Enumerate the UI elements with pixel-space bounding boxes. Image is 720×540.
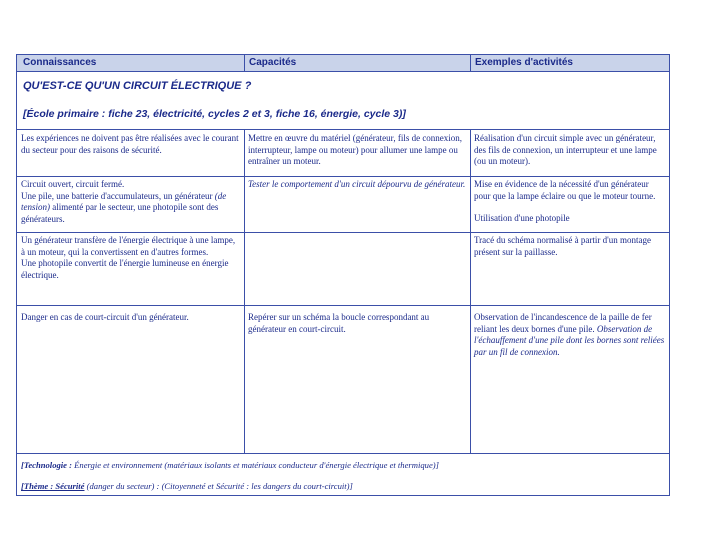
row1-capacity-text-a: Mettre en œuvre du matériel (générateur, fils de connexion, interrupteur, lampe ou moteur) bbox=[248, 133, 463, 155]
row2-knowledge-text-b3: alimenté par le secteur, une photopile sont des générateurs. bbox=[21, 202, 219, 224]
row1-activity-text: Réalisation d'un circuit simple avec un générateur, des fils de connexion, un interrupteur et une lampe (ou un moteur). bbox=[474, 133, 657, 166]
row1-knowledge-text: Les expériences ne doivent pas être réalisées avec le courant du secteur pour des raisons de sécurité. bbox=[21, 133, 239, 155]
column-divider-2 bbox=[470, 130, 471, 454]
row3-knowledge-text-b: Une photopile convertit de l'énergie lumineuse en énergie électrique. bbox=[21, 258, 229, 280]
title-band bbox=[17, 72, 669, 130]
row2-knowledge bbox=[21, 179, 239, 225]
row4-activity-text-b: Observation de l'échauffement d'une pile dont les bornes sont reliées par un fil de connexion. bbox=[474, 323, 665, 357]
theme-text: (danger du secteur) : (Citoyenneté et Sécurité : les dangers du court-circuit)] bbox=[84, 481, 353, 491]
technology-label: [Technologie : bbox=[21, 460, 72, 470]
technology-note bbox=[21, 460, 439, 470]
row-divider-3 bbox=[17, 305, 669, 306]
header-capacities: Capacités bbox=[249, 57, 297, 68]
row4-knowledge bbox=[21, 312, 239, 324]
header-divider-2 bbox=[470, 55, 471, 72]
row1-capacity-text-b: pour allumer une lampe ou entraîner un moteur. bbox=[248, 144, 458, 166]
row2-knowledge-text-b1: Une pile, une batterie d'accumulateurs, un générateur bbox=[21, 190, 215, 201]
header-divider-1 bbox=[244, 55, 245, 72]
row1-knowledge bbox=[21, 133, 239, 156]
row3-activity bbox=[474, 235, 666, 258]
page-title: QU'EST-CE QU'UN CIRCUIT ÉLECTRIQUE ? bbox=[23, 80, 252, 92]
row4-activity bbox=[474, 312, 666, 358]
row2-capacity-text: Tester le comportement d'un circuit dépourvu de générateur. bbox=[248, 179, 466, 189]
row3-knowledge-text-a: Un générateur transfère de l'énergie électrique à une lampe, à un moteur, qui la convertissent en d'autres formes. bbox=[21, 235, 236, 257]
row2-activity-text-b: Utilisation d'une photopile bbox=[474, 213, 570, 223]
row4-activity-text-a: Observation de l'incandescence de la paille de fer reliant les deux bornes d'une pile. bbox=[474, 312, 652, 334]
column-divider-1 bbox=[244, 130, 245, 454]
row-divider-4 bbox=[17, 453, 669, 454]
row4-capacity bbox=[248, 312, 466, 335]
row-divider-1 bbox=[17, 176, 669, 177]
row3-knowledge bbox=[21, 235, 239, 281]
row2-knowledge-text-a: Circuit ouvert, circuit fermé. bbox=[21, 179, 125, 189]
table-header bbox=[17, 55, 669, 72]
theme-note bbox=[21, 481, 353, 491]
row-divider-2 bbox=[17, 232, 669, 233]
page-subtitle: [École primaire : fiche 23, électricité, cycles 2 et 3, fiche 16, énergie, cycle 3)] bbox=[23, 108, 406, 120]
header-knowledge: Connaissances bbox=[23, 57, 97, 68]
theme-label: [Thème : Sécurité bbox=[21, 481, 85, 491]
row2-activity-text-a: Mise en évidence de la nécessité d'un générateur pour que la lampe éclaire ou que le moteur tourne. bbox=[474, 179, 656, 201]
curriculum-table bbox=[16, 54, 670, 496]
row1-capacity bbox=[248, 133, 466, 168]
row2-activity bbox=[474, 179, 666, 225]
row3-activity-text: Tracé du schéma normalisé à partir d'un montage présent sur la paillasse. bbox=[474, 235, 651, 257]
technology-text: Énergie et environnement (matériaux isolants et matériaux conducteur d'énergie électrique et thermique)] bbox=[72, 460, 439, 470]
row2-capacity bbox=[248, 179, 466, 191]
row4-capacity-text: Repérer sur un schéma la boucle correspondant au générateur en court-circuit. bbox=[248, 312, 430, 334]
row2-knowledge-text-b2: (de tension) bbox=[21, 190, 227, 212]
row4-knowledge-text: Danger en cas de court-circuit d'un générateur. bbox=[21, 312, 189, 322]
header-activities: Exemples d'activités bbox=[475, 57, 573, 68]
row1-activity bbox=[474, 133, 666, 168]
